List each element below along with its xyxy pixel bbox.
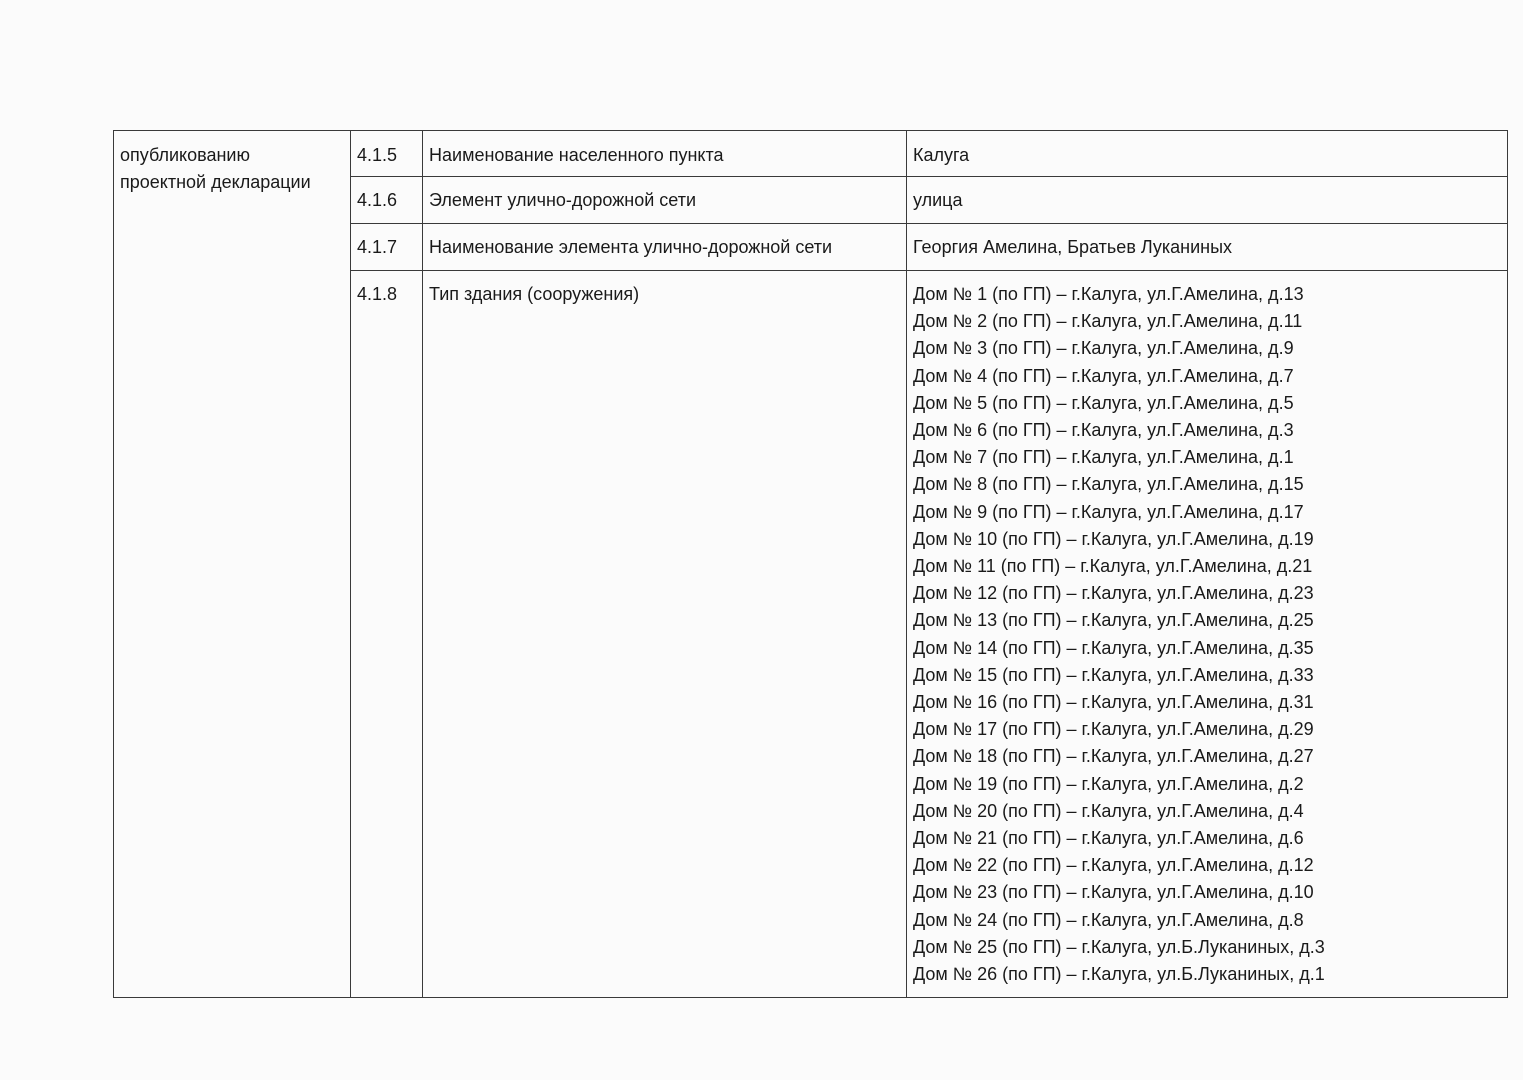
- building-address: Дом № 15 (по ГП) – г.Калуга, ул.Г.Амелина, д.33: [913, 664, 1314, 685]
- building-address: Дом № 18 (по ГП) – г.Калуга, ул.Г.Амелина, д.27: [913, 746, 1314, 767]
- section-label-line-2: проектной декларации: [120, 172, 311, 193]
- building-list: [913, 281, 1501, 988]
- row-name: Наименование элемента улично-дорожной сети: [423, 224, 907, 271]
- building-address: Дом № 6 (по ГП) – г.Калуга, ул.Г.Амелина, д.3: [913, 420, 1294, 441]
- row-number: 4.1.5: [351, 131, 423, 177]
- row-value: улица: [907, 177, 1508, 224]
- row-number: 4.1.7: [351, 224, 423, 271]
- building-address: Дом № 4 (по ГП) – г.Калуга, ул.Г.Амелина, д.7: [913, 365, 1294, 386]
- building-address: Дом № 22 (по ГП) – г.Калуга, ул.Г.Амелина, д.12: [913, 855, 1314, 876]
- row-value: Георгия Амелина, Братьев Луканиных: [907, 224, 1508, 271]
- row-number: 4.1.8: [351, 271, 423, 998]
- row-name: Наименование населенного пункта: [423, 131, 907, 177]
- row-name: Тип здания (сооружения): [423, 271, 907, 998]
- building-address: Дом № 11 (по ГП) – г.Калуга, ул.Г.Амелина, д.21: [913, 556, 1313, 577]
- row-name: Элемент улично-дорожной сети: [423, 177, 907, 224]
- building-address: Дом № 1 (по ГП) – г.Калуга, ул.Г.Амелина, д.13: [913, 284, 1304, 304]
- building-address: Дом № 7 (по ГП) – г.Калуга, ул.Г.Амелина, д.1: [913, 447, 1294, 468]
- building-address: Дом № 20 (по ГП) – г.Калуга, ул.Г.Амелина, д.4: [913, 800, 1304, 821]
- building-list-cell: [907, 271, 1508, 998]
- building-address: Дом № 17 (по ГП) – г.Калуга, ул.Г.Амелина, д.29: [913, 719, 1314, 740]
- section-label-cell: [114, 131, 351, 998]
- building-address: Дом № 13 (по ГП) – г.Калуга, ул.Г.Амелина, д.25: [913, 610, 1314, 631]
- building-address: Дом № 10 (по ГП) – г.Калуга, ул.Г.Амелина, д.19: [913, 528, 1314, 549]
- building-address: Дом № 24 (по ГП) – г.Калуга, ул.Г.Амелина, д.8: [913, 909, 1304, 930]
- building-address: Дом № 5 (по ГП) – г.Калуга, ул.Г.Амелина, д.5: [913, 392, 1294, 413]
- declaration-table: [113, 130, 1508, 998]
- building-address: Дом № 21 (по ГП) – г.Калуга, ул.Г.Амелина, д.6: [913, 828, 1304, 849]
- building-address: Дом № 14 (по ГП) – г.Калуга, ул.Г.Амелина, д.35: [913, 637, 1314, 658]
- building-address: Дом № 12 (по ГП) – г.Калуга, ул.Г.Амелина, д.23: [913, 583, 1314, 604]
- building-address: Дом № 3 (по ГП) – г.Калуга, ул.Г.Амелина, д.9: [913, 338, 1294, 359]
- building-address: Дом № 26 (по ГП) – г.Калуга, ул.Б.Луканиных, д.1: [913, 964, 1325, 985]
- row-number: 4.1.6: [351, 177, 423, 224]
- building-address: Дом № 19 (по ГП) – г.Калуга, ул.Г.Амелина, д.2: [913, 773, 1304, 794]
- building-address: Дом № 25 (по ГП) – г.Калуга, ул.Б.Луканиных, д.3: [913, 936, 1325, 957]
- building-address: Дом № 2 (по ГП) – г.Калуга, ул.Г.Амелина, д.11: [913, 311, 1303, 332]
- row-value: Калуга: [907, 131, 1508, 177]
- section-label-line-1: опубликованию: [120, 145, 250, 165]
- building-address: Дом № 9 (по ГП) – г.Калуга, ул.Г.Амелина, д.17: [913, 501, 1304, 522]
- building-address: Дом № 8 (по ГП) – г.Калуга, ул.Г.Амелина, д.15: [913, 474, 1304, 495]
- building-address: Дом № 23 (по ГП) – г.Калуга, ул.Г.Амелина, д.10: [913, 882, 1314, 903]
- building-address: Дом № 16 (по ГП) – г.Калуга, ул.Г.Амелина, д.31: [913, 692, 1314, 713]
- table-row-4-1-5: [114, 131, 1508, 177]
